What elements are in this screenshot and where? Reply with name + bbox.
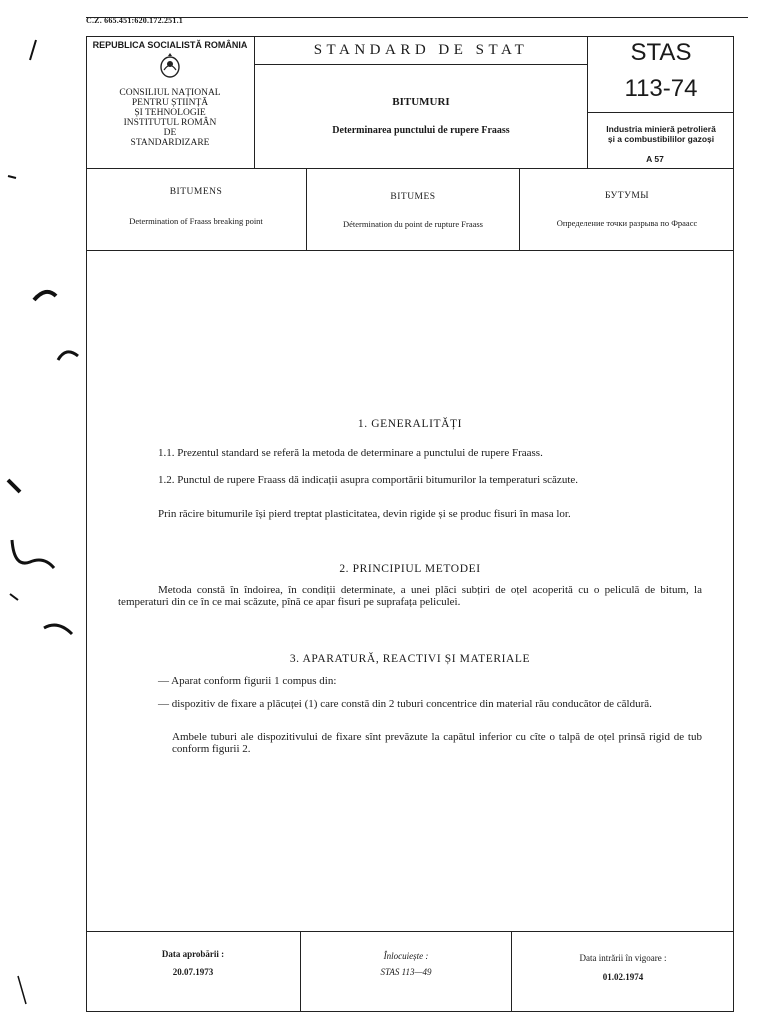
council-line: INSTITUTUL ROMÂN [123,118,217,128]
udc-reference: C.Z. 665.451:620.172.251.1 [86,16,183,25]
council-name [90,88,250,148]
document-title: BITUMURI [392,96,450,108]
stas-number: 113-74 [624,75,698,102]
paragraph-1-3: Prin răcire bitumurile își pierd treptat plasticitatea, devin rigide și se produc fisuri în masa lor. [158,508,571,520]
translation-text-en: Determination of Fraass breaking point [129,216,263,226]
effective-date-label: Data intrării în vigoare : [579,953,667,963]
replaces-value: STAS 113—49 [380,967,432,977]
translation-heading-en: BITUMENS [169,187,223,197]
header-title-rule [254,64,587,65]
translation-text-ru: Определение точки разрыва по Фраасс [556,218,698,228]
paragraph-3-tubes: Ambele tuburi ale dispozitivului de fixare sînt prevăzute la capătul inferior cu cîte o talpă de oțel prinsă rigid de tub conform figurii 2. [172,731,702,755]
translation-text-fr: Détermination du point de rupture Fraass [343,219,483,229]
council-line: ȘI TEHNOLOGIE [134,108,206,118]
council-line: STANDARDIZARE [130,138,210,148]
header-divider-right [587,36,588,168]
issuer-block [90,40,250,148]
list-item-apparatus: — Aparat conform figurii 1 compus din: [158,675,337,687]
translations-divider-1 [306,168,307,250]
republic-name: REPUBLICA SOCIALISTĂ ROMÂNIA [92,40,248,50]
footer-top-rule [86,931,734,932]
translations-divider-2 [519,168,520,250]
scan-margin-marks [0,0,86,1024]
section-3-heading: 3. APARATURĂ, REACTIVI ȘI MATERIALE [289,653,531,665]
top-rule [86,17,748,18]
footer-divider-2 [511,931,512,1012]
industry-line: Industria minieră petrolieră [606,124,716,134]
list-item-fixing-device: — dispozitiv de fixare a plăcuței (1) care constă din 2 tuburi concentrice din material rău conducător de căldură. [158,698,652,710]
council-line: CONSILIUL NAȚIONAL [119,88,221,98]
effective-date-value: 01.02.1974 [602,972,644,982]
header-bottom-rule [86,168,734,169]
translation-heading-ru: БУТУМЫ [604,191,650,201]
approval-date-label: Data aprobării : [161,949,225,959]
document-subtitle: Determinarea punctului de rupere Fraass [332,125,510,136]
header-stas-rule [587,112,734,113]
industry-sector [588,124,734,144]
coat-of-arms-icon [159,53,181,79]
classification-code: A 57 [646,154,664,164]
council-line: DE [163,128,177,138]
translations-bottom-rule [86,250,734,251]
paragraph-2-1: Metoda constă în îndoirea, în condiții determinate, a unei plăci subțiri de oțel acoperită cu o peliculă de bitum, la temperaturi din ce în ce mai scăzute, pînă ce apar fisuri pe suprafața peliculei. [118,584,702,608]
standard-de-stat-heading: STANDARD DE STAT [313,42,529,58]
industry-line: și a combustibililor gazoși [607,134,715,144]
paragraph-1-2: 1.2. Punctul de rupere Fraass dă indicații asupra comportării bitumurilor la temperaturi scăzute. [158,474,579,486]
council-line: PENTRU ȘTIINȚĂ [131,98,209,108]
stas-label: STAS [630,39,692,66]
document-frame [86,36,734,1012]
footer-divider-1 [300,931,301,1012]
paragraph-1-1: 1.1. Prezentul standard se referă la metoda de determinare a punctului de rupere Fraass. [158,447,543,459]
replaces-label: Înlocuiește : [383,951,429,961]
section-2-heading: 2. PRINCIPIUL METODEI [339,563,481,575]
section-1-heading: 1. GENERALITĂȚI [357,418,463,430]
header-divider-left [254,36,255,168]
approval-date-value: 20.07.1973 [172,967,214,977]
translation-heading-fr: BITUMES [390,192,436,202]
